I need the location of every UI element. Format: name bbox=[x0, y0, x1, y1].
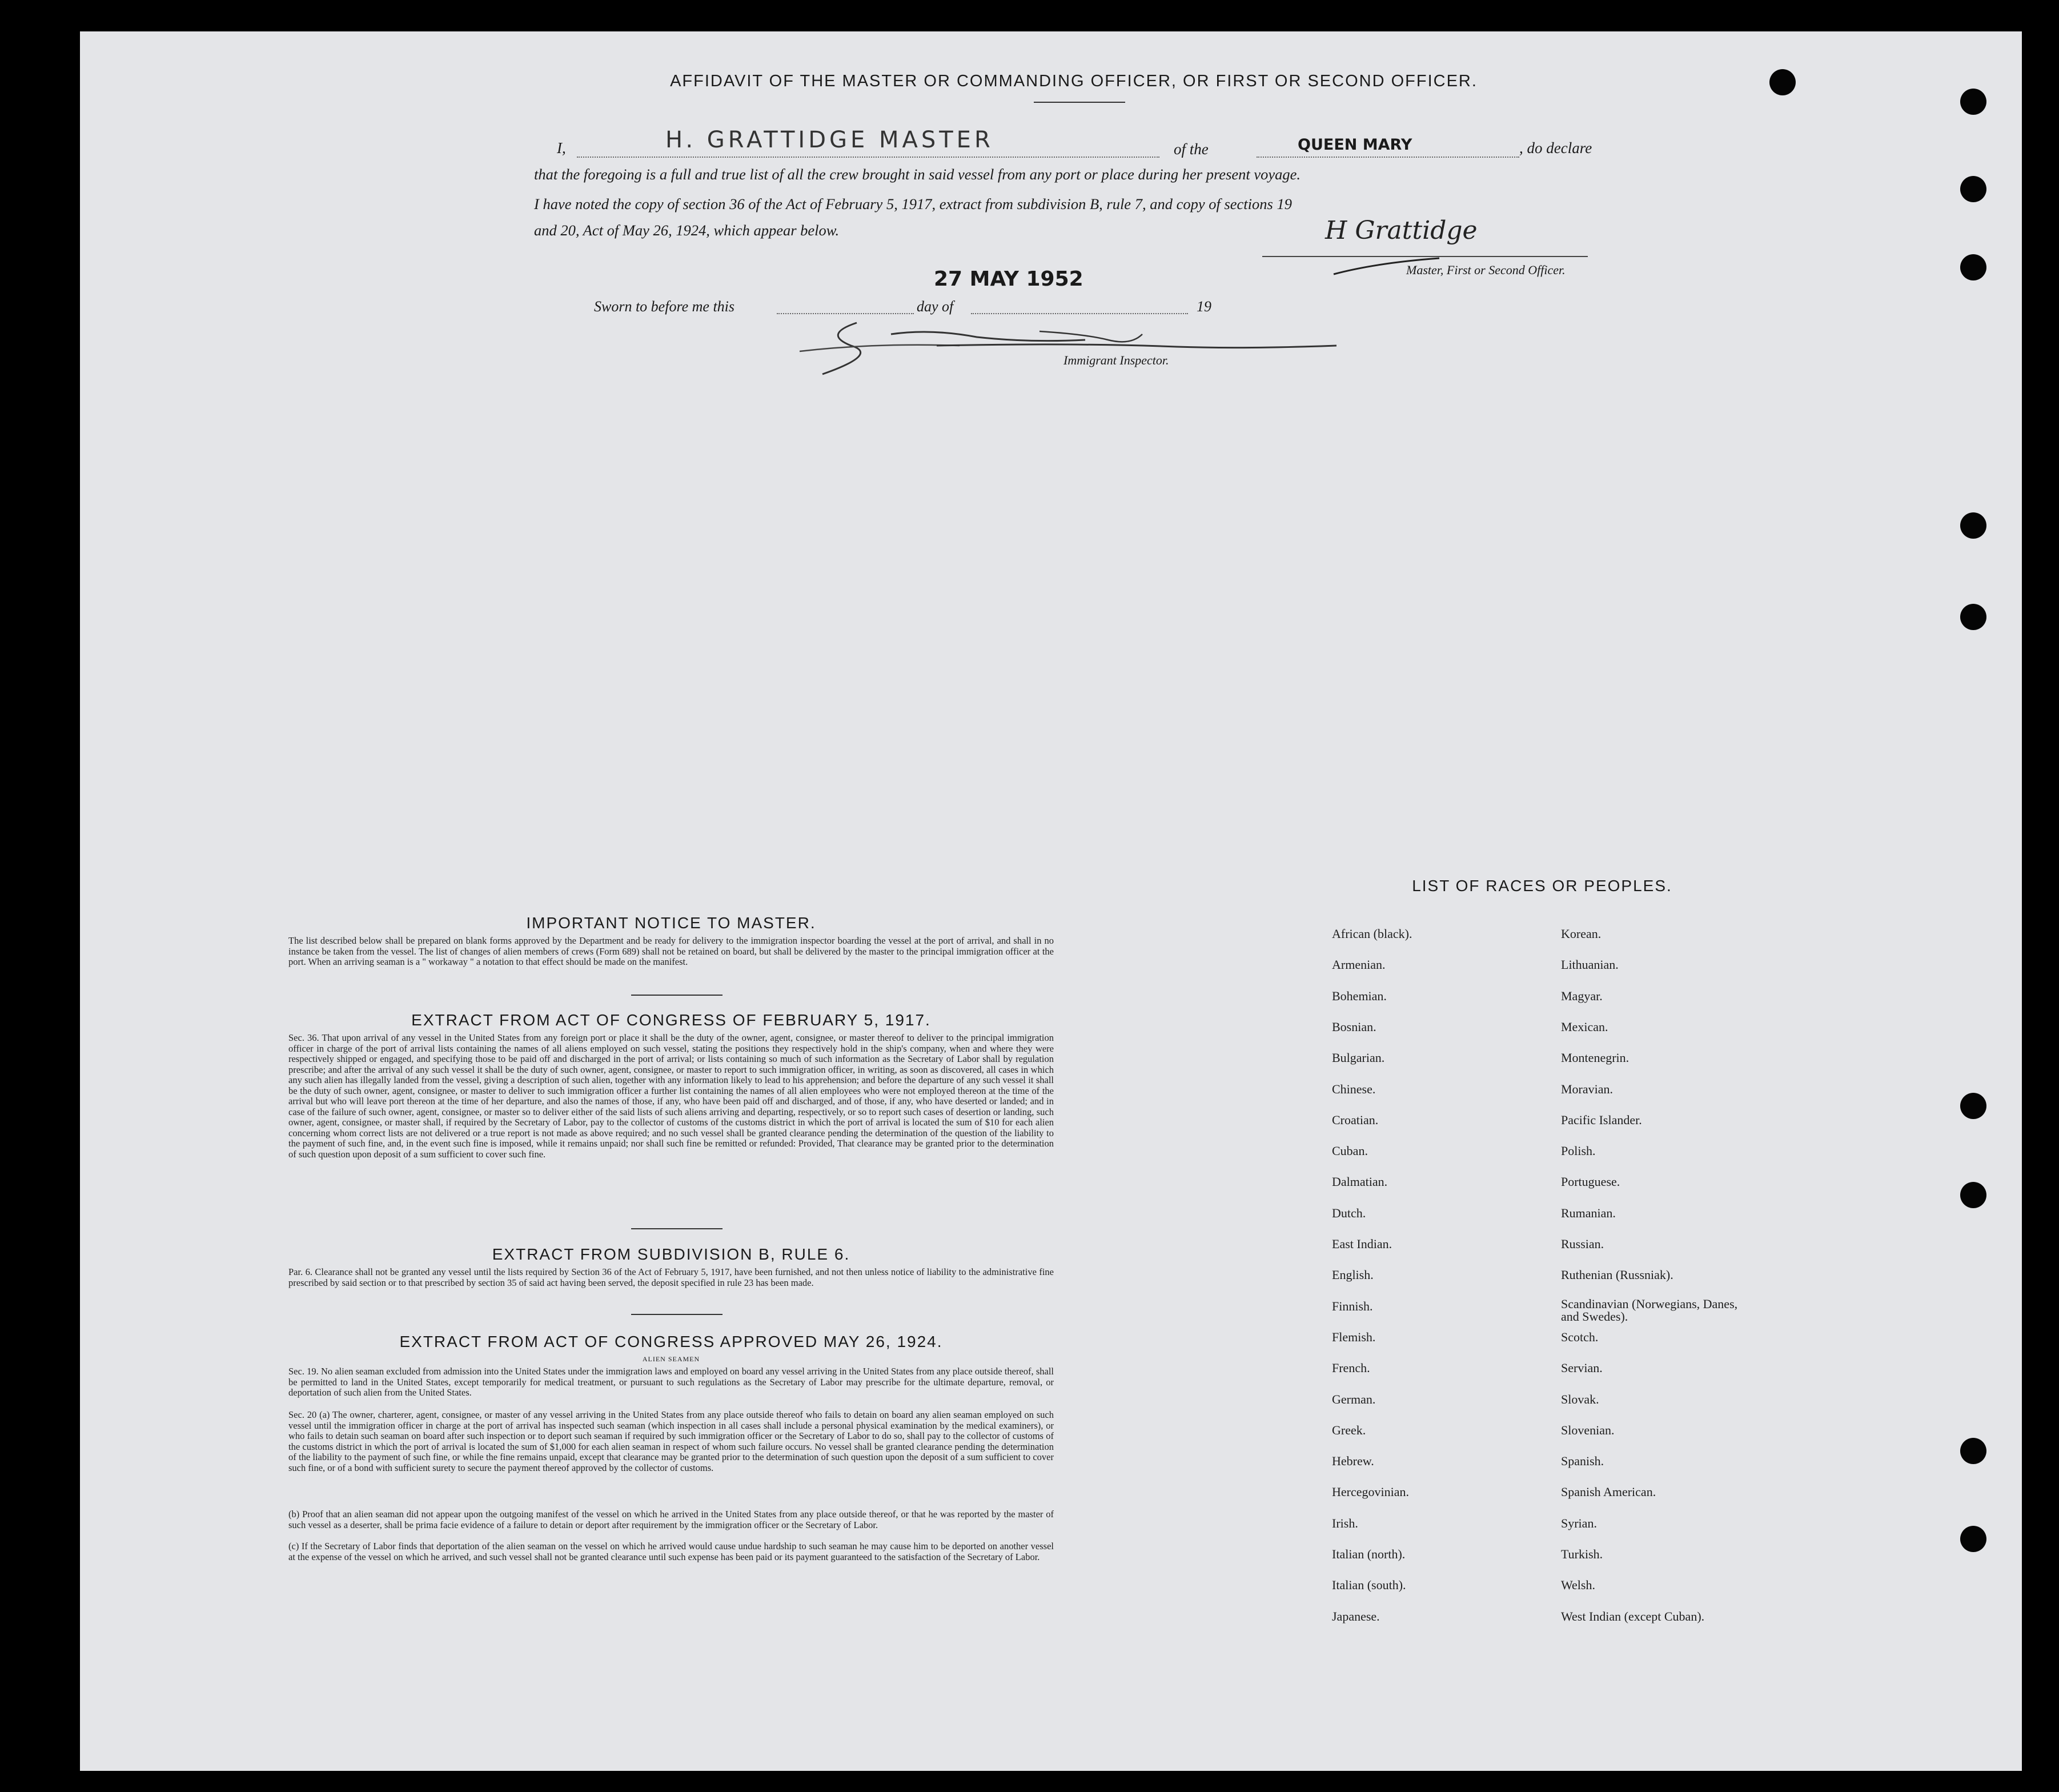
rule6-title: EXTRACT FROM SUBDIVISION B, RULE 6. bbox=[492, 1245, 850, 1263]
race-item: Hercegovinian. bbox=[1332, 1485, 1409, 1500]
punch-hole bbox=[1960, 604, 1986, 630]
race-item: Mexican. bbox=[1561, 1019, 1608, 1034]
race-item: Bulgarian. bbox=[1332, 1051, 1385, 1065]
race-item: Syrian. bbox=[1561, 1516, 1597, 1530]
master-signature: H Grattidge bbox=[1325, 216, 1478, 245]
race-item: Croatian. bbox=[1332, 1112, 1379, 1127]
race-item: Hebrew. bbox=[1332, 1454, 1374, 1469]
extract-1924-sec20a: Sec. 20 (a) The owner, charterer, agent, consignee, or master of any vessel arriving in the United States from any place outside thereof who fails to detain on board any alien seaman employed on such vessel until the immigration officer in charge at the port of arrival has inspected such seaman (which inspection in all cases shall include a personal physical examination by the medical examiners), or who fails to detain such seaman on board after such inspection or to deport such seaman if required by such immigration officer or the Secretary of Labor to do so, shall pay to the collector of customs of the customs district in which the port of arrival is located the sum of $1,000 for each alien seaman in respect of whom such failure occurs. No vessel shall be granted clearance pending the determination of the liability to the payment of such fine, or while the fine remains unpaid, except that clearance may be granted prior to the determination of such question upon the deposit of a sum sufficient to cover such fine, or of a bond with sufficient surety to secure the payment thereof approved by the collector of customs. bbox=[288, 1409, 1054, 1473]
affidavit-title: AFFIDAVIT OF THE MASTER OR COMMANDING OFFICER, OR FIRST OR SECOND OFFICER. bbox=[670, 72, 1478, 90]
affidavit-line-3: I have noted the copy of section 36 of the Act of February 5, 1917, extract from subdivision B, rule 7, and copy of sections 19 bbox=[534, 195, 1292, 213]
extract-1924-subtitle: ALIEN SEAMEN bbox=[642, 1355, 700, 1363]
extract-1917-rule bbox=[631, 1228, 723, 1229]
rule6-body: Par. 6. Clearance shall not be granted any vessel until the lists required by Section 36 of the Act of February 5, 1917, have been furnished, and not then unless notice of liability to the administrative fine prescribed by said section or to that prescribed by section 35 of said act having been served, the deposit specified in rule 23 has been made. bbox=[288, 1266, 1054, 1288]
punch-hole bbox=[1960, 1093, 1986, 1119]
punch-hole bbox=[1960, 512, 1986, 539]
race-item: East Indian. bbox=[1332, 1237, 1392, 1251]
sworn-label: Sworn to before me this bbox=[594, 298, 735, 315]
master-name-handwritten: H. GRATTIDGE MASTER bbox=[665, 127, 994, 153]
race-item: Scotch. bbox=[1561, 1329, 1599, 1344]
race-item: Welsh. bbox=[1561, 1578, 1595, 1593]
race-item: Finnish. bbox=[1332, 1298, 1373, 1313]
race-item: Flemish. bbox=[1332, 1329, 1376, 1344]
punch-hole bbox=[1960, 254, 1986, 280]
race-item: Rumanian. bbox=[1561, 1205, 1616, 1220]
race-item: Chinese. bbox=[1332, 1081, 1376, 1096]
extract-1917-body: Sec. 36. That upon arrival of any vessel in the United States from any foreign port or place it shall be the duty of the owner, agent, consignee, or master thereof to deliver to the principal immigration officer in charge of the port of arrival lists containing the names of all aliens employed on such vessel, stating the positions they respectively hold in the ship's company, when and where they were respectively shipped or engaged, and specifying those to be paid off and discharged in the port of arrival; or lists containing so much of such information as the Secretary of Labor shall by regulation prescribe; and after the arrival of any such vessel it shall be the duty of such owner, agent, consignee, or master to report to such immigration officer, in writing, as soon as discovered, all cases in which any such alien has illegally landed from the vessel, giving a description of such alien, together with any information likely to lead to his apprehension; and before the departure of any such vessel it shall be the duty of such owner, agent, consignee, or master to deliver to such immigration officer a further list containing the names of all alien employees who were not employed thereon at the time of the arrival but who will leave port thereon at the time of her departure, and also the names of those, if any, who have been paid off and discharged, and of those, if any, who have deserted or landed; and in case of the failure of such owner, agent, consignee, or master so to deliver either of the said lists of such aliens arriving and departing, respectively, or so to report such cases of desertion or landing, such owner, agent, consignee, or master shall, if required by the Secretary of Labor, pay to the collector of customs of the customs district in which the port of arrival is located the sum of $10 for each alien concerning whom correct lists are not delivered or a true report is not made as above required; and no such vessel shall be granted clearance pending the determination of the question of the liability to the payment of such fine, and, in the event such fine is imposed, while it remains unpaid; nor shall such fine be remitted or refunded: Provided, That clearance may be granted prior to the determination of such question upon deposit of a sum sufficient to cover such fine. bbox=[288, 1032, 1054, 1160]
inspector-caption: Immigrant Inspector. bbox=[1063, 353, 1169, 367]
notice-body: The list described below shall be prepared on blank forms approved by the Department and be ready for delivery to the immigration inspector boarding the vessel at the port of arrival, and shall in no instance be taken from the vessel. The list of changes of alien members of crews (Form 689) shall not be retained on board, but shall be delivered by the master to the principal immigration officer at the port. When an arriving seaman is a " workaway " a notation to that effect should be made on the manifest. bbox=[288, 935, 1054, 967]
of-the-label: of the bbox=[1174, 141, 1209, 158]
race-item: Lithuanian. bbox=[1561, 957, 1619, 972]
race-item: Bosnian. bbox=[1332, 1019, 1376, 1034]
race-item: Turkish. bbox=[1561, 1547, 1603, 1561]
race-item: Japanese. bbox=[1332, 1609, 1380, 1623]
notice-title: IMPORTANT NOTICE TO MASTER. bbox=[526, 914, 816, 932]
race-item: Korean. bbox=[1561, 927, 1602, 941]
race-item: Italian (south). bbox=[1332, 1578, 1406, 1593]
race-item: Magyar. bbox=[1561, 988, 1603, 1003]
races-title: LIST OF RACES OR PEOPLES. bbox=[1412, 877, 1672, 895]
affidavit-line-2: that the foregoing is a full and true list of all the crew brought in said vessel from any port or place during her present voyage. bbox=[534, 166, 1301, 183]
extract-1924-title: EXTRACT FROM ACT OF CONGRESS APPROVED MAY 26, 1924. bbox=[399, 1333, 943, 1350]
punch-hole bbox=[1960, 89, 1986, 115]
race-item: Ruthenian (Russniak). bbox=[1561, 1268, 1673, 1282]
master-caption: Master, First or Second Officer. bbox=[1406, 263, 1566, 277]
punch-hole bbox=[1960, 176, 1986, 202]
race-item: African (black). bbox=[1332, 927, 1412, 941]
race-item: Irish. bbox=[1332, 1516, 1358, 1530]
race-item: Dalmatian. bbox=[1332, 1174, 1388, 1189]
race-item: Slovak. bbox=[1561, 1392, 1599, 1406]
race-item: Scandinavian (Norwegians, Danes, and Swedes). bbox=[1561, 1296, 1738, 1324]
race-item: Cuban. bbox=[1332, 1144, 1368, 1158]
race-item: French. bbox=[1332, 1361, 1370, 1376]
race-item: Spanish American. bbox=[1561, 1485, 1656, 1500]
vessel-name: QUEEN MARY bbox=[1298, 136, 1412, 154]
race-item: English. bbox=[1332, 1268, 1374, 1282]
extract-1924-sec19: Sec. 19. No alien seaman excluded from admission into the United States under the immigration laws and employed on board any vessel arriving in the United States from any place outside thereof, shall be permitted to land in the United States, except temporarily for medical treatment, or pursuant to such regulations as the Secretary of Labor may prescribe for the ultimate departure, removal, or deportation of such alien from the United States. bbox=[288, 1366, 1054, 1398]
race-item: Pacific Islander. bbox=[1561, 1112, 1642, 1127]
race-item: Spanish. bbox=[1561, 1454, 1604, 1469]
vessel-name-line bbox=[1257, 157, 1519, 158]
affidavit-line-4: and 20, Act of May 26, 1924, which appear below. bbox=[534, 222, 840, 239]
race-item: Bohemian. bbox=[1332, 988, 1387, 1003]
race-item: German. bbox=[1332, 1392, 1376, 1406]
day-of-label: day of bbox=[917, 298, 954, 315]
rule6-rule bbox=[631, 1314, 723, 1315]
race-item: Polish. bbox=[1561, 1144, 1596, 1158]
race-item: Russian. bbox=[1561, 1237, 1604, 1251]
extract-1924-sec20c: (c) If the Secretary of Labor finds that deportation of the alien seaman on the vessel on which he arrived would cause undue hardship to such seaman he may cause him to be deported on another vessel at the expense of the vessel on which he arrived, and such vessel shall not be granted clearance until such expense has been paid or its payment guaranteed to the satisfaction of the Secretary of Labor. bbox=[288, 1541, 1054, 1562]
extract-1917-title: EXTRACT FROM ACT OF CONGRESS OF FEBRUARY 5, 1917. bbox=[411, 1011, 931, 1029]
race-item: Armenian. bbox=[1332, 957, 1386, 972]
inspector-signature bbox=[788, 311, 1336, 380]
punch-hole bbox=[1960, 1438, 1986, 1464]
race-item: Portuguese. bbox=[1561, 1174, 1620, 1189]
race-item: West Indian (except Cuban). bbox=[1561, 1609, 1705, 1623]
punch-hole bbox=[1769, 69, 1796, 95]
signature-flourish bbox=[1331, 251, 1445, 280]
year-prefix: 19 bbox=[1197, 298, 1211, 315]
i-label: I, bbox=[557, 139, 566, 157]
punch-hole bbox=[1960, 1182, 1986, 1208]
race-item: Montenegrin. bbox=[1561, 1051, 1629, 1065]
race-item: Italian (north). bbox=[1332, 1547, 1406, 1561]
master-name-line bbox=[577, 157, 1159, 158]
race-item: Greek. bbox=[1332, 1422, 1366, 1437]
race-item: Servian. bbox=[1561, 1361, 1603, 1376]
do-declare-label: , do declare bbox=[1519, 139, 1592, 157]
race-item: Dutch. bbox=[1332, 1205, 1366, 1220]
extract-1924-sec20b: (b) Proof that an alien seaman did not appear upon the outgoing manifest of the vessel on which he arrived in the United States from any place outside thereof, or that he was reported by the master of such vessel as a deserter, shall be prima facie evidence of a failure to detain or deport after requirement by the immigration officer or the Secretary of Labor. bbox=[288, 1509, 1054, 1530]
notice-rule bbox=[631, 995, 723, 996]
date-stamp: 27 MAY 1952 bbox=[934, 267, 1083, 291]
punch-hole bbox=[1960, 1526, 1986, 1552]
race-item: Slovenian. bbox=[1561, 1422, 1615, 1437]
title-rule bbox=[1034, 102, 1125, 103]
race-item: Moravian. bbox=[1561, 1081, 1614, 1096]
